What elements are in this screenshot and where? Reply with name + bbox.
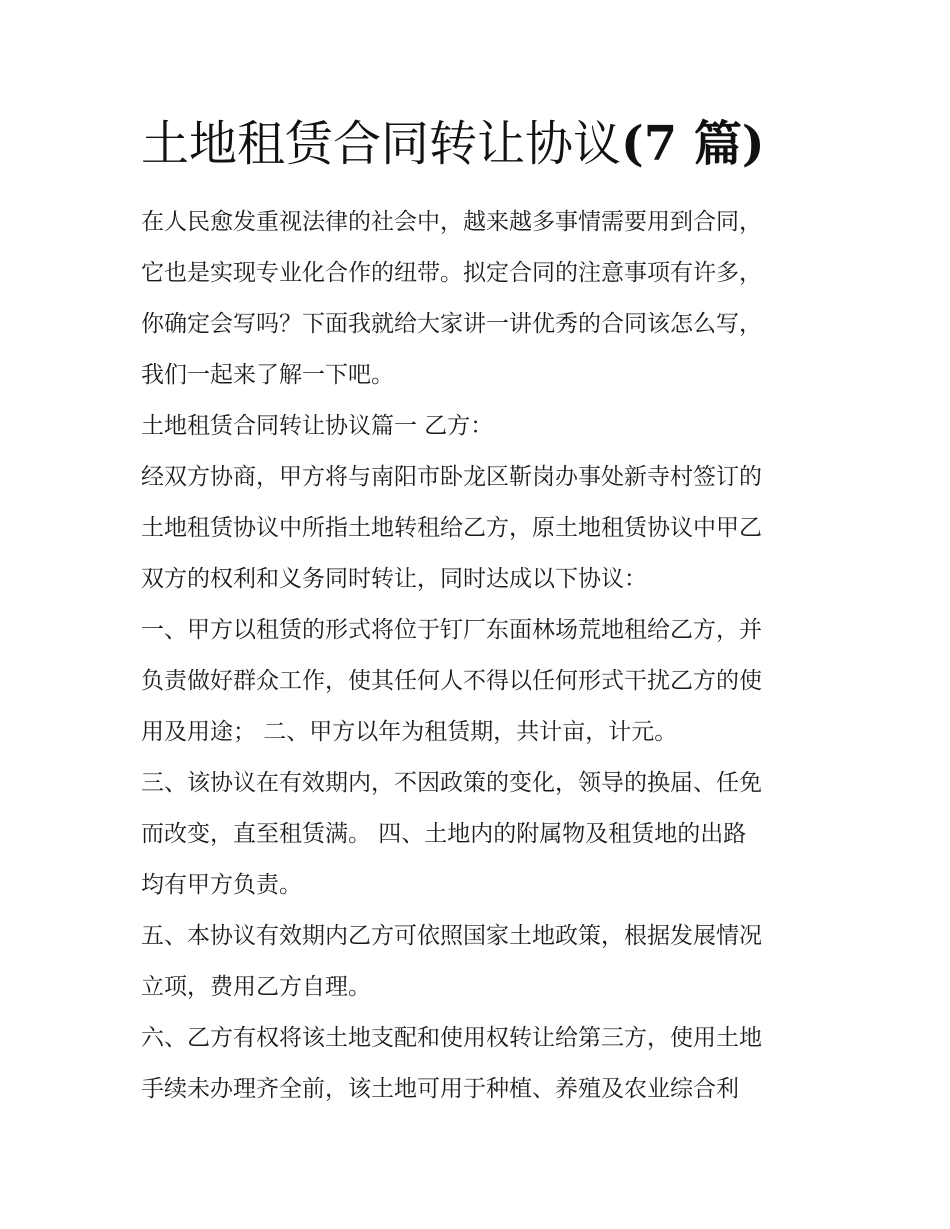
clause-line: 一、甲方以租赁的形式将位于钉厂东面林场荒地租给乙方，并 — [141, 617, 762, 643]
clause-line: 而改变，直至租赁满。 四、土地内的附属物及租赁地的出路 — [141, 821, 747, 847]
clause-line: 用及用途； 二、甲方以年为租赁期，共计亩，计元。 — [141, 719, 678, 745]
clause-line: 立项，费用乙方自理。 — [141, 974, 371, 1000]
document-title — [141, 112, 765, 176]
body-line: 土地租赁协议中所指土地转租给乙方，原土地租赁协议中甲乙 — [141, 515, 762, 541]
body-line: 你确定会写吗？下面我就给大家讲一讲优秀的合同该怎么写， — [141, 311, 762, 337]
clause-line: 六、乙方有权将该土地支配和使用权转让给第三方，使用土地 — [141, 1025, 762, 1051]
title-suffix: (7 篇) — [621, 116, 765, 172]
clause-line: 三、该协议在有效期内，不因政策的变化，领导的换届、任免 — [141, 770, 762, 796]
clause-line: 手续未办理齐全前，该土地可用于种植、养殖及农业综合利 — [141, 1076, 739, 1102]
body-line: 它也是实现专业化合作的纽带。拟定合同的注意事项有许多， — [141, 260, 762, 286]
clause-line: 负责做好群众工作，使其任何人不得以任何形式干扰乙方的使 — [141, 668, 762, 694]
clause-line: 五、本协议有效期内乙方可依照国家土地政策，根据发展情况 — [141, 923, 762, 949]
clause-line: 均有甲方负责。 — [141, 872, 302, 898]
body-line: 我们一起来了解一下吧。 — [141, 362, 394, 388]
body-line: 在人民愈发重视法律的社会中，越来越多事情需要用到合同， — [141, 209, 762, 235]
body-line: 经双方协商，甲方将与南阳市卧龙区靳岗办事处新寺村签订的 — [141, 464, 762, 490]
section-heading: 土地租赁合同转让协议篇一 乙方： — [141, 413, 494, 439]
title-main: 土地租赁合同转让协议 — [141, 116, 622, 172]
body-line: 双方的权利和义务同时转让，同时达成以下协议： — [141, 566, 647, 592]
